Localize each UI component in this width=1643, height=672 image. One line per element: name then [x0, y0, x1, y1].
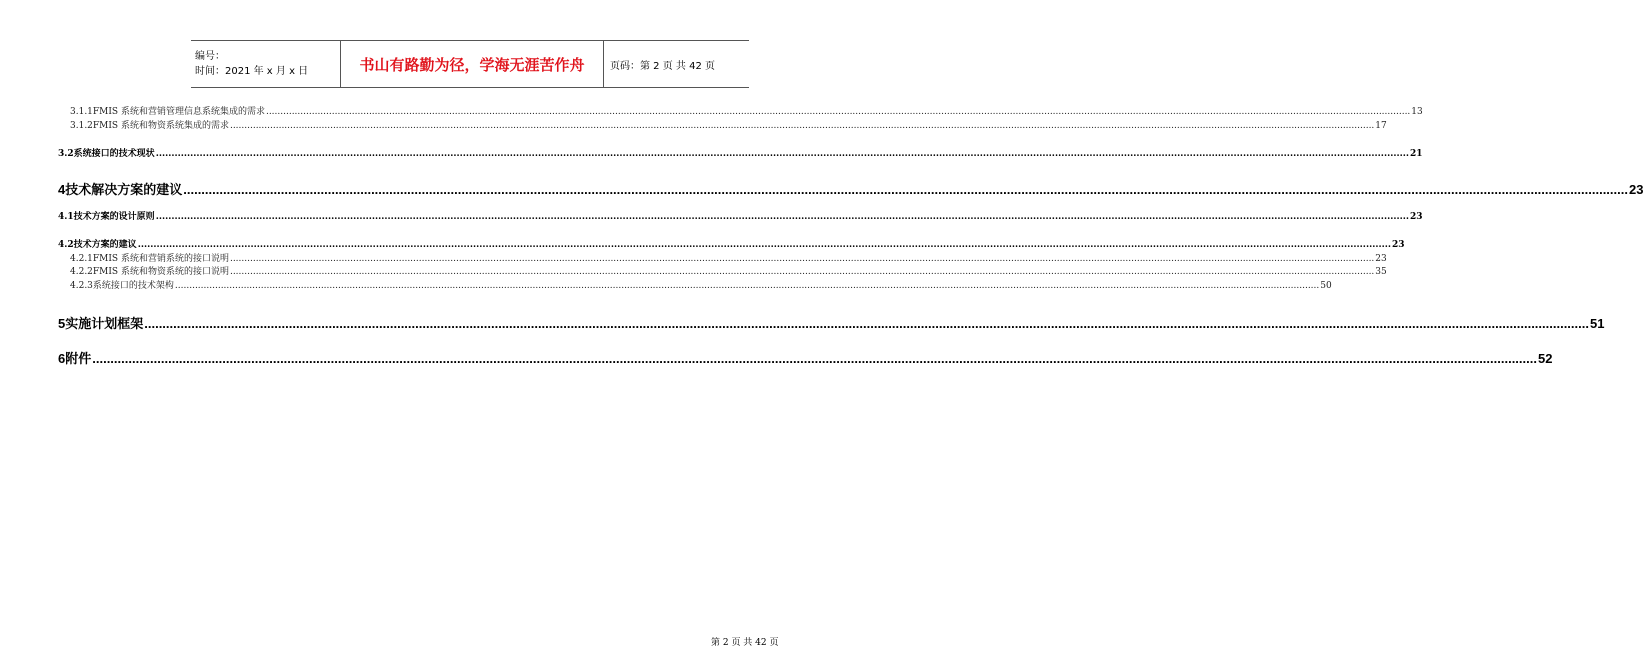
toc-entry-page: 17 [1375, 121, 1387, 131]
toc-leader-dots: ................................................................................................................................................................................................................................................................................................................................................................................................................ [229, 121, 1375, 131]
toc-entry[interactable] [58, 348, 1553, 367]
toc-entry-page: 13 [1411, 107, 1423, 117]
toc-entry-number: 4 [58, 182, 66, 197]
toc-leader-dots: ................................................................................................................................................................................................................................................................................................................................................................................................................ [155, 149, 1410, 159]
toc-entry-number: 4.2.2 [70, 267, 93, 277]
toc-entry[interactable] [70, 278, 1332, 291]
toc-leader-dots: ................................................................................................................................................................................................................................................................................................................................................................................................................ [174, 281, 1320, 291]
toc-leader-dots: ................................................................................................................................................................................................................................................................................................................................................................................................................ [229, 267, 1375, 277]
toc-entry-number: 6 [58, 351, 66, 366]
toc-entry-page: 23 [1628, 182, 1643, 197]
toc-entry-title: 附件 [65, 351, 92, 366]
toc-leader-dots: ................................................................................................................................................................................................................................................................................................................................................................................................................ [155, 212, 1410, 222]
toc-entry-page: 50 [1320, 281, 1332, 291]
header-motto: 书山有路勤为径，学海无涯苦作舟 [341, 41, 604, 88]
toc-entry[interactable] [58, 237, 1405, 250]
toc-entry-title: 系统接口的技术架构 [92, 281, 174, 291]
toc-entry-title: 技术解决方案的建议 [65, 182, 183, 197]
header-meta [191, 41, 341, 88]
toc-leader-dots: ................................................................................................................................................................................................................................................................................................................................................................................................................ [92, 351, 1537, 366]
toc-entry[interactable] [58, 146, 1423, 159]
toc-entry-number: 4.2.1 [70, 254, 93, 264]
toc-entry-number: 4.1 [58, 212, 74, 222]
toc-entry-number: 3.1.2 [70, 121, 93, 131]
toc-entry-number: 5 [58, 316, 66, 331]
toc-entry-title: FMIS 系统和营销管理信息系统集成的需求 [92, 107, 265, 117]
toc-entry[interactable] [70, 251, 1387, 264]
toc-entry-page: 52 [1537, 351, 1553, 366]
toc-entry-number: 3.1.1 [70, 107, 93, 117]
toc-entry[interactable] [58, 313, 1605, 332]
toc-leader-dots: ................................................................................................................................................................................................................................................................................................................................................................................................................ [144, 316, 1589, 331]
toc-entry-title: 技术方案的设计原则 [73, 212, 155, 222]
toc-leader-dots: ................................................................................................................................................................................................................................................................................................................................................................................................................ [229, 254, 1375, 264]
toc-entry-page: 21 [1410, 149, 1423, 159]
toc-entry-title: 实施计划框架 [65, 316, 144, 331]
header-page-info: 页码：第 2 页 共 42 页 [604, 41, 750, 88]
serial-label: 编号： [195, 51, 225, 62]
toc-entry-page: 23 [1410, 212, 1423, 222]
toc-entry-title: 系统接口的技术现状 [73, 149, 155, 159]
time-label: 时间：2021 年 x 月 x 日 [195, 66, 309, 77]
toc-entry[interactable] [58, 179, 1643, 198]
toc-leader-dots: ................................................................................................................................................................................................................................................................................................................................................................................................................ [265, 107, 1411, 117]
toc-entry-number: 4.2 [58, 240, 74, 250]
toc-entry-title: FMIS 系统和物资系统的接口说明 [92, 267, 229, 277]
toc-entry-page: 23 [1375, 254, 1387, 264]
toc-entry-page: 23 [1392, 240, 1405, 250]
toc-entry[interactable] [58, 209, 1423, 222]
toc-entry-title: 技术方案的建议 [73, 240, 137, 250]
toc-leader-dots: ................................................................................................................................................................................................................................................................................................................................................................................................................ [183, 182, 1628, 197]
toc-entry-page: 35 [1375, 267, 1387, 277]
toc-entry-number: 3.2 [58, 149, 74, 159]
toc-leader-dots: ................................................................................................................................................................................................................................................................................................................................................................................................................ [137, 240, 1392, 250]
toc-entry-title: FMIS 系统和物资系统集成的需求 [92, 121, 229, 131]
document-header [191, 40, 749, 88]
toc-entry[interactable] [70, 118, 1387, 131]
toc-entry[interactable] [70, 104, 1423, 117]
toc-entry-title: FMIS 系统和营销系统的接口说明 [92, 254, 229, 264]
toc-entry-page: 51 [1589, 316, 1605, 331]
toc-entry-number: 4.2.3 [70, 281, 93, 291]
toc-entry[interactable] [70, 264, 1387, 277]
page-footer: 第 2 页 共 42 页 [711, 638, 779, 648]
